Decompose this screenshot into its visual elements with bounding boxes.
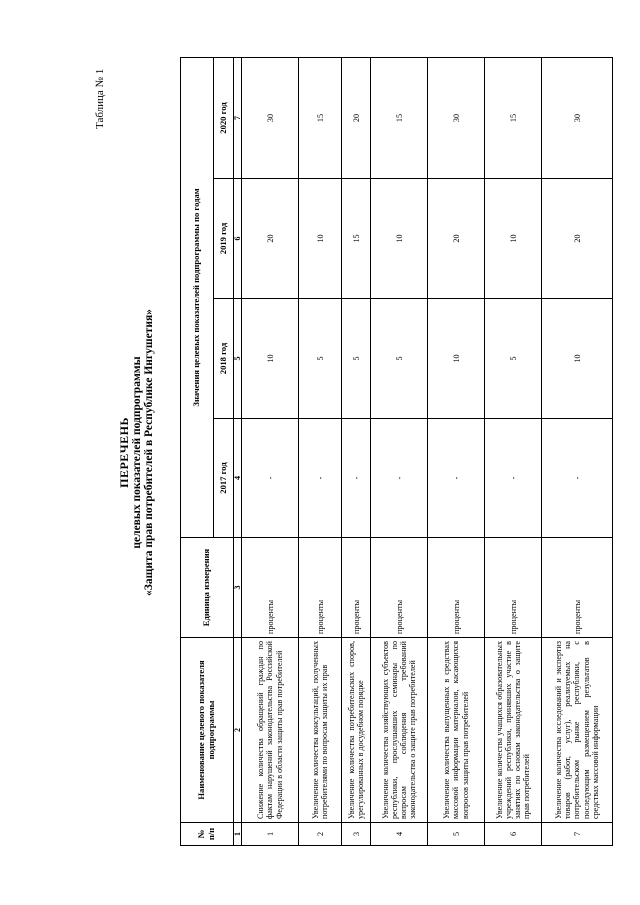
column-number: 7 <box>234 57 242 178</box>
column-number: 4 <box>234 419 242 538</box>
value-2019: 20 <box>428 179 485 299</box>
column-number: 1 <box>234 823 242 846</box>
header-values-group: Значения целевых показателей подпрограммы по годам <box>181 57 214 537</box>
document-subtitle: целевых показателей подпрограммы <box>131 356 143 549</box>
unit: проценты <box>542 538 613 638</box>
indicator-name: Снижение количества обращений граждан по фактам нарушений законодательства Российской Федерации в области защиты прав потребителей <box>242 638 299 823</box>
column-number: 3 <box>234 538 242 638</box>
value-2017: - <box>299 419 342 538</box>
value-2018: 10 <box>542 299 613 419</box>
table-row <box>542 57 613 845</box>
header-year: 2017 год <box>214 419 234 538</box>
row-number: 5 <box>428 823 485 846</box>
value-2018: 10 <box>428 299 485 419</box>
program-name: «Защита прав потребителей в Республике Ингушетия» <box>143 309 155 596</box>
row-number: 3 <box>342 823 371 846</box>
value-2020: 15 <box>299 57 342 178</box>
table-row <box>371 57 428 845</box>
value-2020: 15 <box>371 57 428 178</box>
value-2018: 5 <box>485 299 542 419</box>
document-title: ПЕРЕЧЕНЬ <box>117 417 131 488</box>
value-2020: 20 <box>342 57 371 178</box>
header-num: № п/п <box>181 823 234 846</box>
header-year: 2018 год <box>214 299 234 419</box>
value-2018: 5 <box>371 299 428 419</box>
unit: проценты <box>342 538 371 638</box>
table-number: Таблица № 1 <box>94 68 106 129</box>
value-2020: 30 <box>542 57 613 178</box>
value-2017: - <box>485 419 542 538</box>
indicator-name: Увеличение количества выпущенных в средствах массовой информации материалов, касающихся вопросов защиты прав потребителей <box>428 638 485 823</box>
value-2020: 15 <box>485 57 542 178</box>
indicator-name: Увеличение количества исследований и экспертиз товаров (работ, услуг), реализуемых на потребительском рынке республики, с последующим размещением результатов в средствах массовой информации <box>542 638 613 823</box>
header-name: Наименование целевого показателя подпрограммы <box>181 638 234 823</box>
row-number: 7 <box>542 823 613 846</box>
column-number: 5 <box>234 299 242 419</box>
value-2017: - <box>242 419 299 538</box>
value-2019: 10 <box>485 179 542 299</box>
header-year: 2019 год <box>214 179 234 299</box>
unit: проценты <box>299 538 342 638</box>
table-row <box>428 57 485 845</box>
indicators-table <box>180 57 613 846</box>
row-number: 1 <box>242 823 299 846</box>
value-2018: 10 <box>242 299 299 419</box>
value-2018: 5 <box>299 299 342 419</box>
row-number: 2 <box>299 823 342 846</box>
value-2019: 10 <box>299 179 342 299</box>
row-number: 6 <box>485 823 542 846</box>
value-2019: 10 <box>371 179 428 299</box>
value-2018: 5 <box>342 299 371 419</box>
unit: проценты <box>485 538 542 638</box>
row-number: 4 <box>371 823 428 846</box>
header-year: 2020 год <box>214 57 234 178</box>
value-2017: - <box>428 419 485 538</box>
column-number: 2 <box>234 638 242 823</box>
indicator-name: Увеличение количества хозяйствующих субъектов республики, прослушавших семинары по вопросам соблюдения требований законодательства о защите прав потребителей <box>371 638 428 823</box>
table-row <box>299 57 342 845</box>
unit: проценты <box>371 538 428 638</box>
column-number: 6 <box>234 179 242 299</box>
indicator-name: Увеличение количества консультаций, полученных потребителями по вопросам защиты их прав <box>299 638 342 823</box>
value-2017: - <box>542 419 613 538</box>
unit: проценты <box>428 538 485 638</box>
value-2017: - <box>371 419 428 538</box>
table-row <box>242 57 299 845</box>
value-2020: 30 <box>242 57 299 178</box>
value-2019: 20 <box>242 179 299 299</box>
value-2017: - <box>342 419 371 538</box>
table-row <box>485 57 542 845</box>
value-2019: 15 <box>342 179 371 299</box>
indicator-name: Увеличение количества потребительских споров, урегулированных в досудебном порядке <box>342 638 371 823</box>
header-unit: Единица измерения <box>181 538 234 638</box>
value-2019: 20 <box>542 179 613 299</box>
unit: проценты <box>242 538 299 638</box>
value-2020: 30 <box>428 57 485 178</box>
table-row <box>342 57 371 845</box>
indicator-name: Увеличение количества учащихся образовательных учреждений республики, принявших участие в занятиях по основам законодательства о защите прав потребителей <box>485 638 542 823</box>
